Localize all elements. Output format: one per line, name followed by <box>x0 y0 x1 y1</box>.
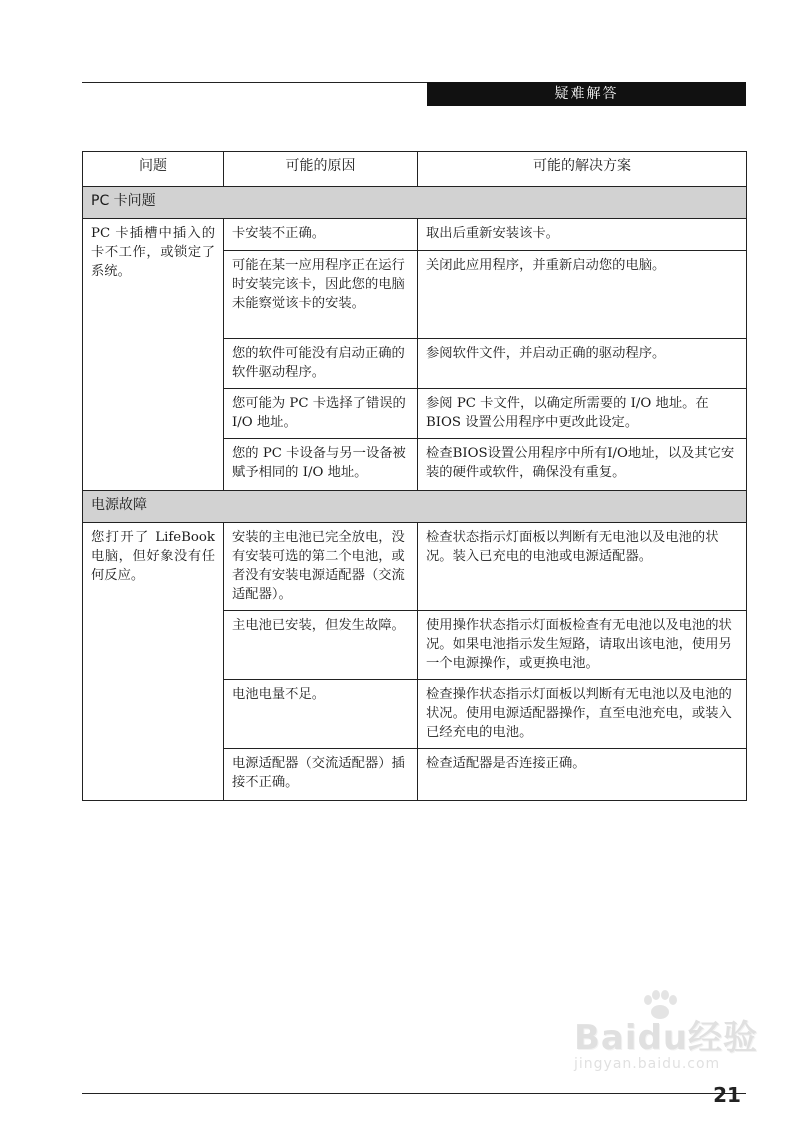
solution-cell: 检查BIOS设置公用程序中所有I/O地址，以及其它安装的硬件或软件，确保没有重复。 <box>418 439 747 491</box>
column-header-problem: 问题 <box>83 152 224 187</box>
troubleshooting-table <box>82 151 747 801</box>
table-header-row <box>83 152 747 187</box>
column-header-cause: 可能的原因 <box>224 152 418 187</box>
footer-rule <box>82 1093 746 1094</box>
problem-cell: PC 卡插槽中插入的卡不工作，或锁定了系统。 <box>83 219 224 491</box>
watermark-url: jingyan.baidu.com <box>574 1056 721 1072</box>
solution-cell: 参阅 PC 卡文件，以确定所需要的 I/O 地址。在 BIOS 设置公用程序中更改此设定。 <box>418 389 747 439</box>
section-header-tab: 疑难解答 <box>427 82 746 106</box>
cause-cell: 您的 PC 卡设备与另一设备被赋予相同的 I/O 地址。 <box>224 439 418 491</box>
table-row <box>83 523 747 611</box>
solution-cell: 使用操作状态指示灯面板检查有无电池以及电池的状况。如果电池指示发生短路，请取出该电池，使用另一个电源操作，或更换电池。 <box>418 611 747 680</box>
section-header-pc-card <box>83 187 747 219</box>
watermark-brand: Baidu经验 <box>574 1018 759 1058</box>
table-row <box>83 219 747 251</box>
solution-cell: 检查操作状态指示灯面板以判断有无电池以及电池的状况。使用电源适配器操作，直至电池充电，或装入已经充电的电池。 <box>418 680 747 749</box>
cause-cell: 主电池已安装，但发生故障。 <box>224 611 418 680</box>
solution-cell: 参阅软件文件，并启动正确的驱动程序。 <box>418 339 747 389</box>
solution-cell: 检查状态指示灯面板以判断有无电池以及电池的状况。装入已充电的电池或电源适配器。 <box>418 523 747 611</box>
problem-cell: 您打开了 LifeBook 电脑，但好象没有任何反应。 <box>83 523 224 801</box>
solution-cell: 取出后重新安装该卡。 <box>418 219 747 251</box>
section-title: PC 卡问题 <box>83 187 747 219</box>
cause-cell: 安装的主电池已完全放电，没有安装可选的第二个电池，或者没有安装电源适配器（交流适配器）。 <box>224 523 418 611</box>
page-number: 21 <box>713 1083 741 1107</box>
cause-cell: 电源适配器（交流适配器）插接不正确。 <box>224 749 418 801</box>
section-header-power <box>83 491 747 523</box>
cause-cell: 您可能为 PC 卡选择了错误的 I/O 地址。 <box>224 389 418 439</box>
solution-cell: 关闭此应用程序，并重新启动您的电脑。 <box>418 251 747 339</box>
cause-cell: 可能在某一应用程序正在运行时安装完该卡，因此您的电脑未能察觉该卡的安装。 <box>224 251 418 339</box>
section-title: 电源故障 <box>83 491 747 523</box>
column-header-solution: 可能的解决方案 <box>418 152 747 187</box>
solution-cell: 检查适配器是否连接正确。 <box>418 749 747 801</box>
cause-cell: 电池电量不足。 <box>224 680 418 749</box>
cause-cell: 您的软件可能没有启动正确的软件驱动程序。 <box>224 339 418 389</box>
cause-cell: 卡安装不正确。 <box>224 219 418 251</box>
